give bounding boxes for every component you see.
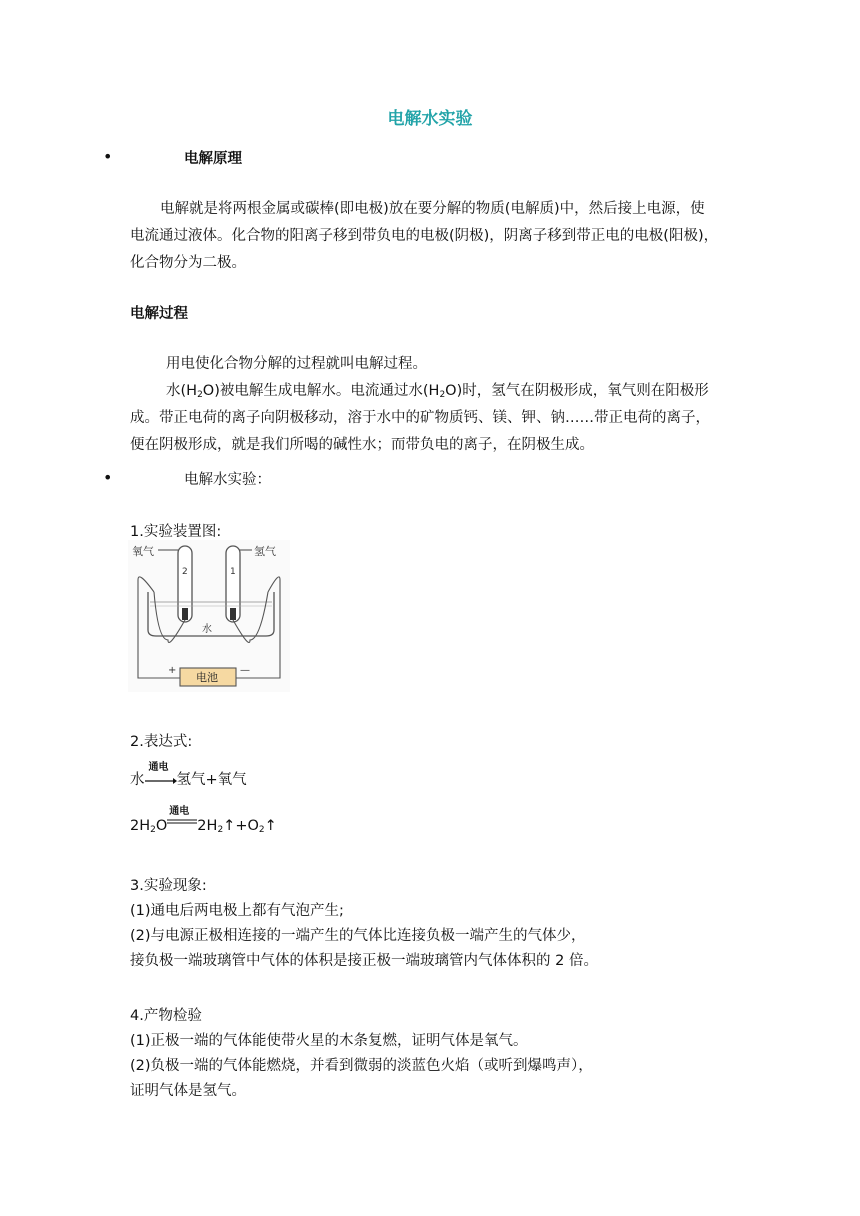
test-1: (1)正极一端的气体能使带火星的木条复燃，证明气体是氧气。 <box>130 1033 528 1049</box>
plus-sign: + <box>168 665 177 676</box>
tube-number-right: 1 <box>230 567 236 577</box>
minus-sign: — <box>240 665 250 676</box>
item-expression-heading: 2.表达式: <box>130 734 193 750</box>
page-title: 电解水实验 <box>387 109 473 129</box>
observation-1: (1)通电后两电极上都有气泡产生; <box>130 903 344 919</box>
principle-line-1: 电解就是将两根金属或碳棒(即电极)放在要分解的物质(电解质)中，然后接上电源，使 <box>160 201 705 217</box>
water-label: 水 <box>202 624 212 635</box>
observation-2: (2)与电源正极相连接的一端产生的气体比连接负极一端产生的气体少， <box>130 928 586 944</box>
section-heading-process: 电解过程 <box>130 306 188 322</box>
battery-label: 电池 <box>196 671 218 684</box>
section-heading-principle: 电解原理 <box>184 151 242 167</box>
process-line-1: 用电使化合物分解的过程就叫电解过程。 <box>166 356 427 372</box>
item-test-heading: 4.产物检验 <box>130 1008 202 1024</box>
apparatus-diagram <box>128 540 290 692</box>
oxygen-label: 氧气 <box>132 545 154 558</box>
principle-line-3: 化合物分为二极。 <box>130 255 246 271</box>
process-line-4: 便在阴极形成，就是我们所喝的碱性水；而带负电的离子，在阴极生成。 <box>130 437 594 453</box>
item-observation-heading: 3.实验现象: <box>130 878 207 894</box>
word-equation: 水 通电 氢气+氧气 <box>130 762 247 788</box>
section-heading-experiment: 电解水实验： <box>184 472 271 488</box>
tube-number-left: 2 <box>182 567 188 577</box>
test-2: (2)负极一端的气体能燃烧，并看到微弱的淡蓝色火焰（或听到爆鸣声）， <box>130 1058 593 1074</box>
bullet: • <box>103 147 113 166</box>
item-apparatus-heading: 1.实验装置图: <box>130 524 222 540</box>
process-line-2: 水$(H_2O)$被电解生成电解水。电流通过水$(H_2O)$时，氢气在阴极形成，氧气则在阳极形 <box>166 383 709 400</box>
bullet: • <box>103 468 113 487</box>
chemical-equation: $2H_2O$ 通电 $2H_2↑+O_2↑$ <box>130 806 277 835</box>
process-line-3: 成。带正电荷的离子向阴极移动，溶于水中的矿物质钙、镁、钾、钠……带正电荷的离子， <box>130 410 710 426</box>
hydrogen-label: 氢气 <box>254 545 276 558</box>
principle-line-2: 电流通过液体。化合物的阳离子移到带负电的电极(阴极)，阴离子移到带正电的电极(阳极)， <box>130 228 719 244</box>
test-3: 证明气体是氢气。 <box>130 1083 246 1099</box>
observation-3: 接负极一端玻璃管中气体的体积是接正极一端玻璃管内气体体积的 2 倍。 <box>130 953 598 969</box>
